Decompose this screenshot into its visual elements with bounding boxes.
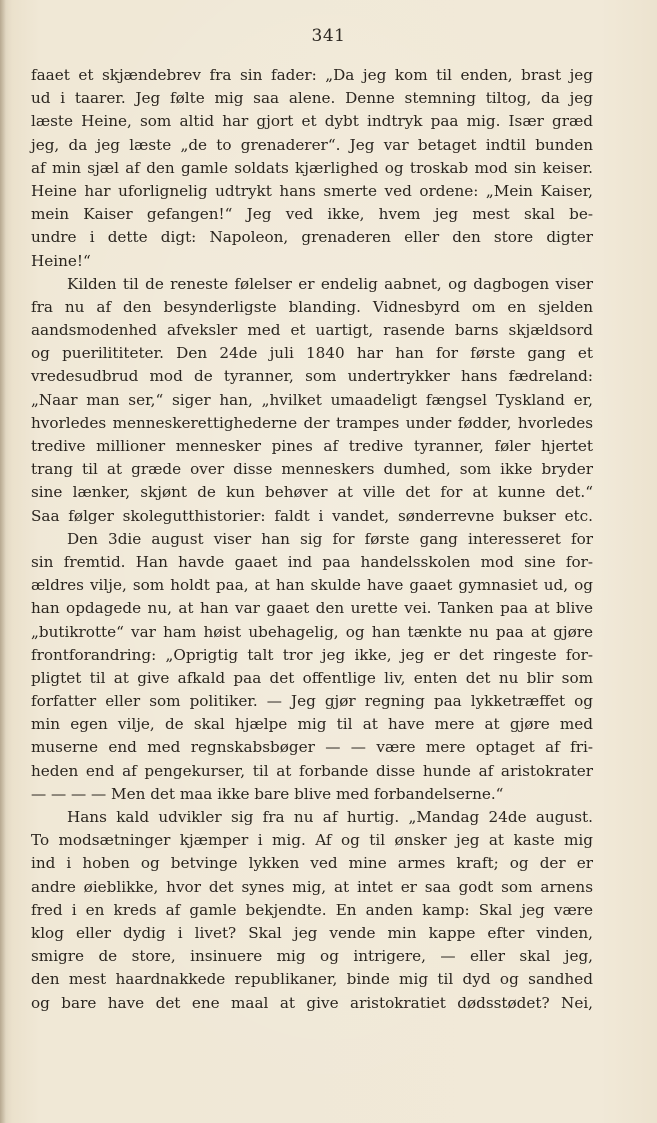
text-line: fred i en kreds af gamle bekjendte. En anden kamp: Skal jeg være xyxy=(31,900,593,919)
paragraph-start-line: Hans kald udvikler sig fra nu af hurtig. „Mandag 24de august. xyxy=(67,808,593,826)
text-line: trang til at græde over disse menneskers dumhed, som ikke bryder xyxy=(31,460,593,479)
text-line: „butikrotte“ var ham høist ubehagelig, og han tænkte nu paa at gjøre xyxy=(31,622,593,641)
text-line: Heine har uforlignelig udtrykt hans smerte ved ordene: „Mein Kaiser, xyxy=(31,181,593,200)
text-line: Heine!“ xyxy=(31,251,91,270)
text-line: og puerilititeter. Den 24de juli 1840 har han for første gang et xyxy=(31,344,593,363)
text-line: min egen vilje, de skal hjælpe mig til at have mere at gjøre med xyxy=(31,715,593,734)
text-line: klog eller dydig i livet? Skal jeg vende min kappe efter vinden, xyxy=(31,923,593,942)
text-line: tredive millioner mennesker pines af tredive tyranner, føler hjertet xyxy=(31,437,593,455)
text-line: sine lænker, skjønt de kun behøver at ville det for at kunne det.“ xyxy=(31,483,593,502)
text-line: smigre de store, insinuere mig og intrigere, — eller skal jeg, xyxy=(31,947,593,966)
text-line: fra nu af den besynderligste blanding. Vidnesbyrd om en sjelden xyxy=(31,297,593,316)
text-line: — — — — Men det maa ikke bare blive med forbandelserne.“ xyxy=(31,784,504,803)
paragraph-start-line: Den 3die august viser han sig for første gang interesseret for xyxy=(67,529,593,548)
text-line: vredesudbrud mod de tyranner, som undertrykker hans fædreland: xyxy=(31,367,593,386)
text-line: læste Heine, som altid har gjort et dybt indtryk paa mig. Især græd xyxy=(31,112,593,131)
text-line: ud i taarer. Jeg følte mig saa alene. Denne stemning tiltog, da jeg xyxy=(31,89,593,108)
text-line: „Naar man ser,“ siger han, „hvilket umaadeligt fængsel Tyskland er, xyxy=(31,390,593,409)
text-line: ældres vilje, som holdt paa, at han skulde have gaaet gymnasiet ud, og xyxy=(31,576,593,595)
body-text xyxy=(31,64,593,1015)
page-gutter-shadow xyxy=(0,0,6,1123)
text-line: mein Kaiser gefangen!“ Jeg ved ikke, hvem jeg mest skal be- xyxy=(31,205,593,224)
text-line: undre i dette digt: Napoleon, grenaderen eller den store digter xyxy=(31,228,593,247)
text-line: heden end af pengekurser, til at forbande disse hunde af aristokrater xyxy=(31,761,593,780)
text-line: faaet et skjændebrev fra sin fader: „Da jeg kom til enden, brast jeg xyxy=(31,66,593,84)
page-number: 341 xyxy=(311,26,346,46)
text-line: frontforandring: „Oprigtig talt tror jeg ikke, jeg er det ringeste for- xyxy=(31,645,593,664)
paragraph-start-line: Kilden til de reneste følelser er endelig aabnet, og dagbogen viser xyxy=(67,274,593,293)
text-line: hvorledes menneskerettighederne der trampes under fødder, hvorledes xyxy=(31,413,593,432)
text-line: To modsætninger kjæmper i mig. Af og til ønsker jeg at kaste mig xyxy=(31,831,593,850)
text-line: sin fremtid. Han havde gaaet ind paa handelsskolen mod sine for- xyxy=(31,552,593,571)
text-line: ind i hoben og betvinge lykken ved mine armes kraft; og der er xyxy=(31,854,593,873)
text-line: Saa følger skolegutthistorier: faldt i vandet, sønderrevne bukser etc. xyxy=(31,506,593,525)
text-line: og bare have det ene maal at give aristokratiet dødsstødet? Nei, xyxy=(31,993,593,1012)
text-line: andre øieblikke, hvor det synes mig, at intet er saa godt som arnens xyxy=(31,877,593,896)
text-line: han opdagede nu, at han var gaaet den urette vei. Tanken paa at blive xyxy=(31,599,593,618)
text-line: den mest haardnakkede republikaner, binde mig til dyd og sandhed xyxy=(31,970,593,989)
text-line: jeg, da jeg læste „de to grenaderer“. Jeg var betaget indtil bunden xyxy=(31,135,593,154)
text-line: forfatter eller som politiker. — Jeg gjør regning paa lykketræffet og xyxy=(31,692,593,711)
text-line: aandsmodenhed afveksler med et uartigt, rasende barns skjældsord xyxy=(31,321,593,340)
text-line: af min sjæl af den gamle soldats kjærlighed og troskab mod sin keiser. xyxy=(31,158,593,177)
text-line: pligtet til at give afkald paa det offentlige liv, enten det nu blir som xyxy=(31,668,593,687)
text-line: muserne end med regnskabsbøger — — være mere optaget af fri- xyxy=(31,738,593,757)
